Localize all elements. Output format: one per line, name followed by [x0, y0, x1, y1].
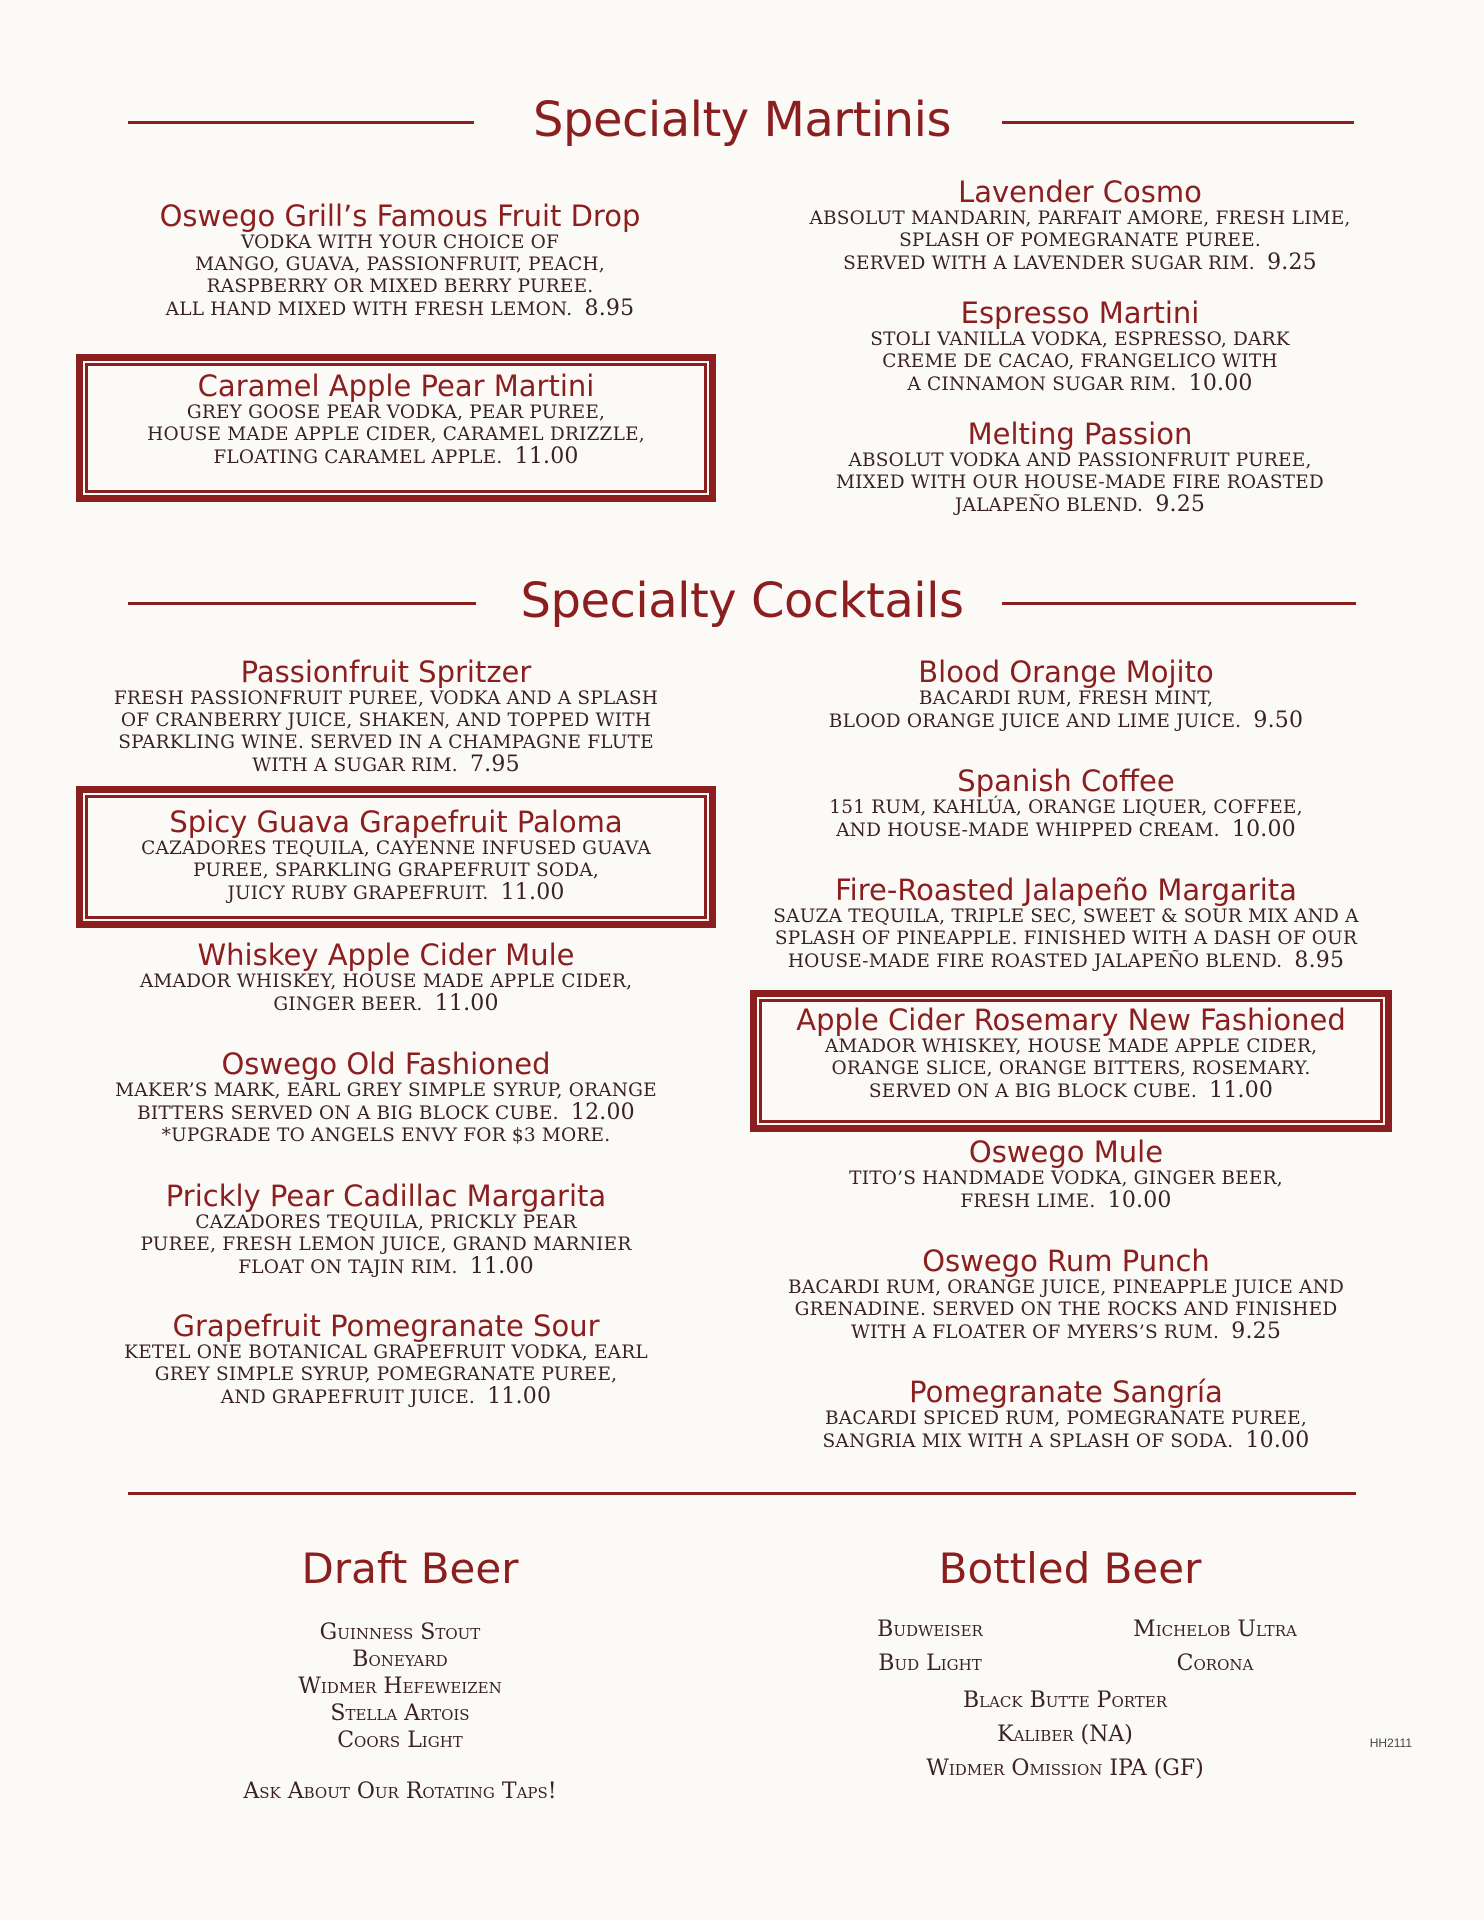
menu-item-espresso-martini: Espresso Martini STOLI VANILLA VODKA, ESPRESSO, DARK CREME DE CACAO, FRANGELICO WITH A CINNAMON SUGAR RIM. 10.00	[870, 296, 1290, 396]
menu-item-jalapeno-margarita: Fire-Roasted Jalapeño Margarita SAUZA TEQUILA, TRIPLE SEC, SWEET & SOUR MIX AND A SPLASH OF PINEAPPLE. FINISHED WITH A DASH OF OUR HOUSE-MADE FIRE ROASTED JALAPEÑO BLEND. 8.95	[773, 873, 1359, 973]
bottled-beer-item: Bud Light	[878, 1651, 982, 1676]
menu-item-spanish-coffee: Spanish Coffee 151 RUM, KAHLÚA, ORANGE LIQUER, COFFEE, AND HOUSE-MADE WHIPPED CREAM. 10.00	[829, 764, 1303, 842]
bottled-beer-item: Kaliber (NA)	[997, 1722, 1133, 1747]
menu-code: HH2111	[1369, 1736, 1412, 1750]
menu-item-oswego-mule: Oswego Mule TITO’S HANDMADE VODKA, GINGER BEER, FRESH LIME. 10.00	[849, 1135, 1283, 1213]
menu-item-blood-orange-mojito: Blood Orange Mojito BACARDI RUM, FRESH MINT, BLOOD ORANGE JUICE AND LIME JUICE. 9.50	[828, 655, 1304, 733]
bottled-beer-item: Michelob Ultra	[1133, 1617, 1297, 1642]
section-title-cocktails: Specialty Cocktails	[520, 573, 964, 629]
beer-section-divider	[128, 1492, 1356, 1495]
divider-right	[1002, 602, 1356, 605]
draft-beer-item: Widmer Hefeweizen	[298, 1674, 502, 1699]
divider-right	[1002, 121, 1354, 124]
draft-beer-item: Coors Light	[337, 1728, 463, 1753]
menu-item-oswego-old-fashioned: Oswego Old Fashioned MAKER’S MARK, EARL GREY SIMPLE SYRUP, ORANGE BITTERS SERVED ON A BIG BLOCK CUBE. 12.00 *UPGRADE TO ANGELS ENVY FOR $3 MORE.	[115, 1047, 657, 1146]
draft-beer-item: Guinness Stout	[319, 1620, 481, 1645]
menu-item-passionfruit-spritzer: Passionfruit Spritzer FRESH PASSIONFRUIT PUREE, VODKA AND A SPLASH OF CRANBERRY JUICE, SHAKEN, AND TOPPED WITH SPARKLING WINE. SERVED IN A CHAMPAGNE FLUTE WITH A SUGAR RIM. 7.95	[113, 655, 659, 777]
menu-item-prickly-pear-margarita: Prickly Pear Cadillac Margarita CAZADORES TEQUILA, PRICKLY PEAR PUREE, FRESH LEMON JUICE, GRAND MARNIER FLOAT ON TAJIN RIM. 11.00	[140, 1179, 632, 1279]
menu-item-melting-passion: Melting Passion ABSOLUT VODKA AND PASSIONFRUIT PUREE, MIXED WITH OUR HOUSE-MADE FIRE ROASTED JALAPEÑO BLEND. 9.25	[836, 417, 1324, 517]
rotating-taps-note: Ask About Our Rotating Taps!	[243, 1779, 557, 1804]
bottled-beer-item: Black Butte Porter	[962, 1688, 1168, 1713]
section-title-martinis: Specialty Martinis	[533, 92, 951, 148]
bottled-beer-item: Corona	[1176, 1651, 1254, 1676]
section-title-draft-beer: Draft Beer	[301, 1544, 519, 1593]
menu-item-spicy-guava-paloma: Spicy Guava Grapefruit Paloma CAZADORES TEQUILA, CAYENNE INFUSED GUAVA PUREE, SPARKLING GRAPEFRUIT SODA, JUICY RUBY GRAPEFRUIT. 11.00	[141, 805, 651, 905]
menu-item-fruit-drop: Oswego Grill’s Famous Fruit Drop VODKA WITH YOUR CHOICE OF MANGO, GUAVA, PASSIONFRUIT, PEACH, RASPBERRY OR MIXED BERRY PUREE. ALL HAND MIXED WITH FRESH LEMON. 8.95	[159, 199, 641, 321]
draft-beer-item: Stella Artois	[330, 1701, 470, 1726]
section-title-bottled-beer: Bottled Beer	[938, 1544, 1202, 1593]
draft-beer-item: Boneyard	[352, 1647, 448, 1672]
menu-item-apple-cider-new-fashioned: Apple Cider Rosemary New Fashioned AMADOR WHISKEY, HOUSE MADE APPLE CIDER, ORANGE SLICE, ORANGE BITTERS, ROSEMARY. SERVED ON A BIG BLOCK CUBE. 11.00	[796, 1003, 1346, 1103]
menu-item-lavender-cosmo: Lavender Cosmo ABSOLUT MANDARIN, PARFAIT AMORE, FRESH LIME, SPLASH OF POMEGRANATE PUREE. SERVED WITH A LAVENDER SUGAR RIM. 9.25	[809, 175, 1351, 275]
bottled-beer-item: Widmer Omission IPA (GF)	[926, 1756, 1204, 1781]
menu-item-pomegranate-sangria: Pomegranate Sangría BACARDI SPICED RUM, POMEGRANATE PUREE, SANGRIA MIX WITH A SPLASH OF SODA. 10.00	[822, 1375, 1310, 1453]
menu-item-caramel-apple-pear: Caramel Apple Pear Martini GREY GOOSE PEAR VODKA, PEAR PUREE, HOUSE MADE APPLE CIDER, CARAMEL DRIZZLE, FLOATING CARAMEL APPLE. 11.00	[147, 369, 645, 469]
menu-item-whiskey-apple-mule: Whiskey Apple Cider Mule AMADOR WHISKEY, HOUSE MADE APPLE CIDER, GINGER BEER. 11.00	[139, 938, 633, 1016]
bottled-beer-item: Budweiser	[877, 1617, 983, 1642]
menu-item-oswego-rum-punch: Oswego Rum Punch BACARDI RUM, ORANGE JUICE, PINEAPPLE JUICE AND GRENADINE. SERVED ON THE ROCKS AND FINISHED WITH A FLOATER OF MYERS’S RUM. 9.25	[788, 1244, 1344, 1344]
menu-item-grapefruit-pomegranate-sour: Grapefruit Pomegranate Sour KETEL ONE BOTANICAL GRAPEFRUIT VODKA, EARL GREY SIMPLE SYRUP, POMEGRANATE PUREE, AND GRAPEFRUIT JUICE. 11.00	[124, 1309, 648, 1409]
